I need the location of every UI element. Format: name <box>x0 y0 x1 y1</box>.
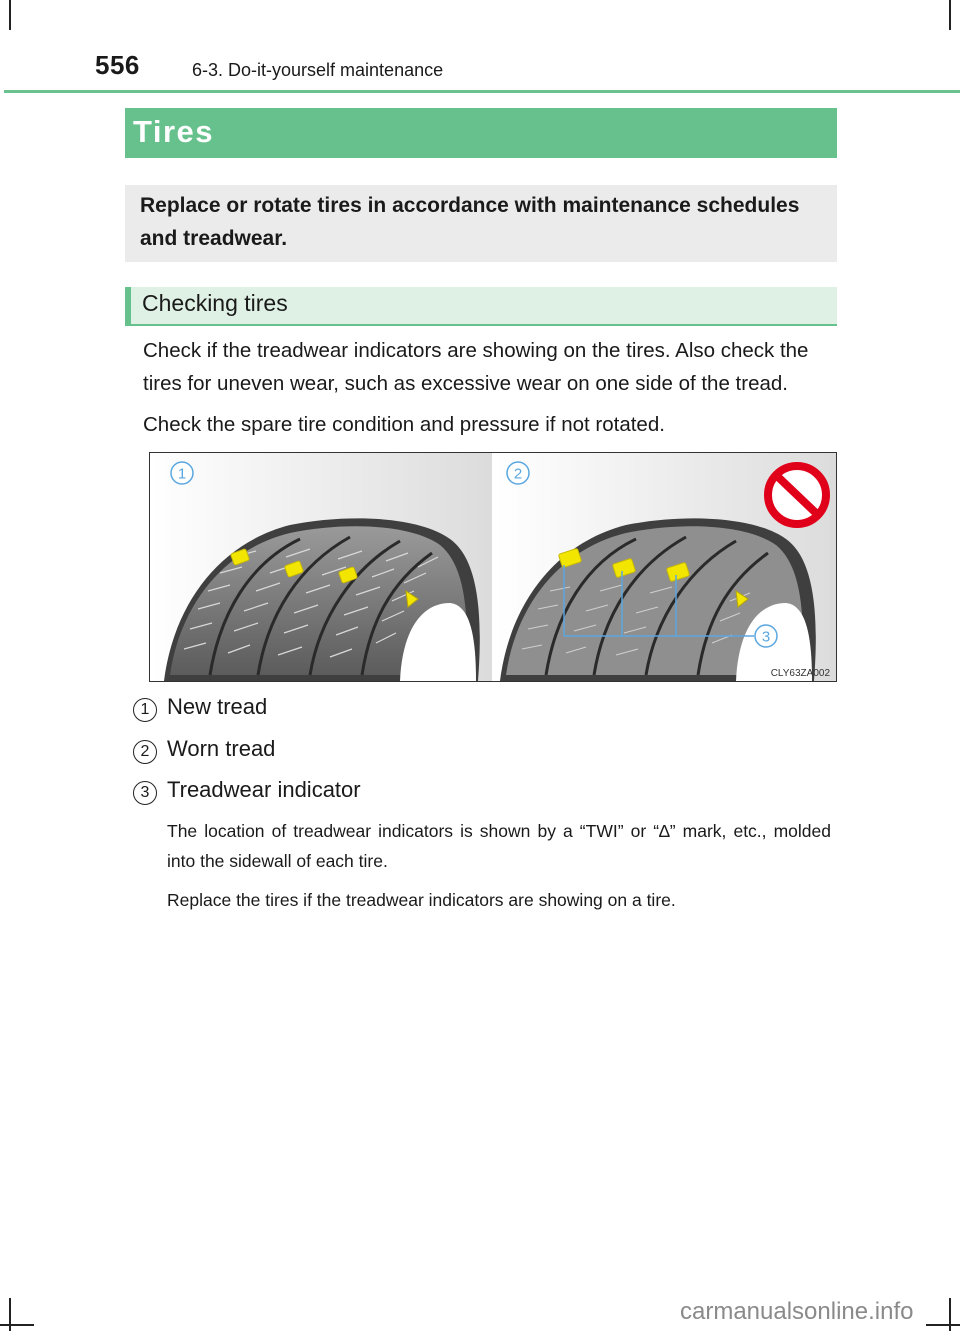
figure-marker-3-label: 3 <box>761 628 771 646</box>
figure-code: CLY63ZA002 <box>770 668 830 679</box>
watermark: carmanualsonline.info <box>680 1298 914 1325</box>
crop-mark <box>0 1324 34 1326</box>
crop-mark <box>926 1324 960 1326</box>
note-replace-tires: Replace the tires if the treadwear indicators are showing on a tire. <box>167 890 676 910</box>
figure-marker-3 <box>755 625 777 647</box>
title-bar <box>125 108 837 158</box>
subheading-accent <box>125 287 131 326</box>
note-indicator-location: The location of treadwear indicators is shown by a “TWI” or “∆” mark, etc., molded into the sidewall of each tire. <box>167 821 831 871</box>
crop-mark <box>9 1298 11 1331</box>
tire-illustration <box>149 452 837 682</box>
page-number: 556 <box>95 50 140 80</box>
header-rule <box>4 90 960 93</box>
page-title: Tires <box>133 114 215 149</box>
figure-marker-2 <box>507 462 529 484</box>
crop-mark <box>949 0 951 30</box>
legend-label: Treadwear indicator <box>167 777 361 802</box>
legend-number: 1 <box>133 698 157 722</box>
figure-marker-2-label: 2 <box>513 465 523 483</box>
intro-text: Replace or rotate tires in accordance with maintenance schedules and treadwear. <box>140 194 800 250</box>
crop-mark <box>9 0 11 30</box>
prohibit-icon <box>768 466 826 524</box>
legend-number: 2 <box>133 740 157 764</box>
tire-figure-svg <box>150 453 836 681</box>
figure-marker-1-label: 1 <box>177 465 187 483</box>
subheading-bar <box>125 287 837 326</box>
figure-marker-1 <box>171 462 193 484</box>
paragraph-spare-tire: Check the spare tire condition and pressure if not rotated. <box>143 413 665 436</box>
legend-label: New tread <box>167 694 268 719</box>
section-heading: 6-3. Do-it-yourself maintenance <box>192 60 444 80</box>
legend-label: Worn tread <box>167 736 276 761</box>
legend-number: 3 <box>133 781 157 805</box>
intro-box <box>125 185 837 262</box>
crop-mark <box>949 1298 951 1331</box>
subheading-title: Checking tires <box>142 290 288 316</box>
paragraph-treadwear: Check if the treadwear indicators are showing on the tires. Also check the tires for uneven wear, such as excessive wear on one side of the tread. <box>143 339 809 395</box>
